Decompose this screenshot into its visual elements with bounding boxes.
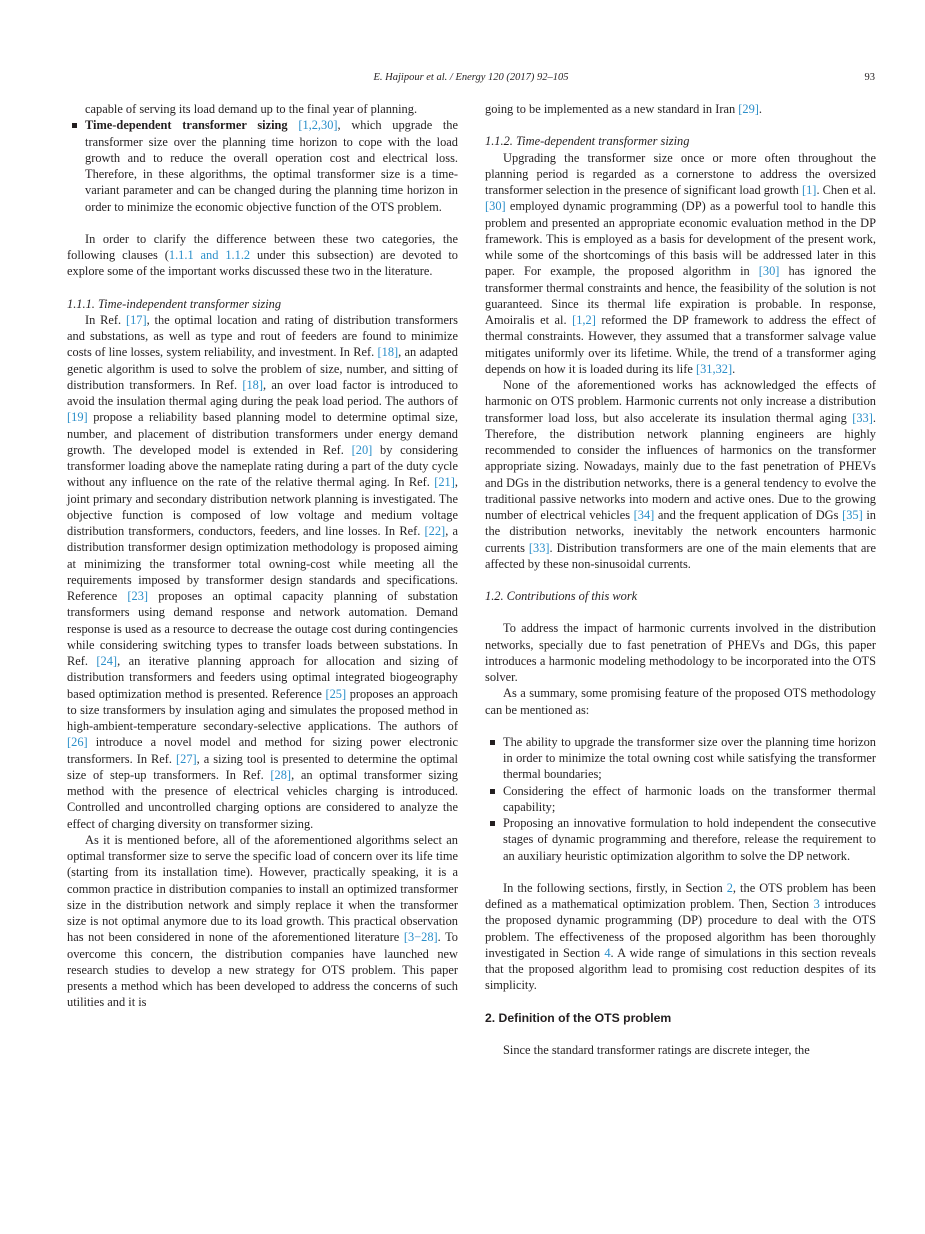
citation-link[interactable]: [31,32]: [695, 361, 733, 376]
left-column: [67, 101, 458, 1011]
paragraph-since: Since the standard transformer ratings are discrete integer, the: [503, 1042, 810, 1057]
bullet-text: , which upgrade the transformer size over the planning time horizon to cope with the load growth and to reduce the overall operation cost and electrical loss. Therefore, in these algorithms, the optimal transformer size is a time-variant parameter and can be changed during the planning time horizon in order to minimize the economic objective function of the OTS problem.: [85, 118, 459, 214]
citation-link[interactable]: [30]: [485, 199, 506, 214]
paragraph-continuation: going to be implemented as a new standard in Iran [29].: [485, 102, 763, 116]
right-column: [485, 101, 876, 1058]
citation-link[interactable]: [30]: [758, 264, 780, 279]
citation-link[interactable]: [28]: [270, 767, 292, 782]
citation-link[interactable]: [26]: [67, 735, 88, 750]
citation-link[interactable]: [25]: [325, 686, 347, 701]
citation-link[interactable]: [24]: [96, 654, 118, 668]
citation-link[interactable]: [17]: [125, 312, 147, 327]
paragraph-harmonics: None of the aforementioned works has acknowledged the effects of harmonic on OTS problem. Harmonic currents not only increase a distribution transformer load loss, but also accelerate its insulation thermal aging [33]. Therefore, the distribution network planning engineers are highly recommended to consider the influences of harmonics on the transformer appropriate sizing. Nowadays, mainly due to the fast penetration of PHEVs and DGs in the distribution networks, there is a general tendency to evolve the traditional passive networks into modern and active ones. Due to the growing number of electrical vehicles [34] and the frequent application of DGs [35] in the distribution networks, inevitably the network encounters harmonic currents [33]. Distribution transformers are one of the main elements that are affected by these non-sinusoidal currents.: [485, 378, 876, 571]
section-link[interactable]: 2: [726, 880, 733, 895]
subsection-heading-1-1-2: 1.1.2. Time-dependent transformer sizing: [485, 134, 690, 149]
paragraph-time-independent: In Ref. [17], the optimal location and rating of distribution transformers and substations, as well as type and rout of feeders are found to minimize costs of line losses, system reliability, and investment. In Ref. [18], an adapted genetic algorithm is used to solve the problem of size, number, and sitting of distribution transformers. In Ref. [18], an over load factor is introduced to avoid the insulation thermal aging during the peak load period. The authors of [19] propose a reliability based planning model to determine optimal size, number, and placement of distribution transformers under energy demand growth. The developed model is extended in Ref. [20] by considering transformer loading above the nameplate rating during a part of the duty cycle without any influence on the rate of the relative thermal aging. In Ref. [21], joint primary and secondary distribution network planning is investigated. The objective function is composed of low voltage and medium voltage distribution transformers, conductors, feeders, and line losses. In Ref. [22], a distribution transformer design optimization methodology is proposed aiming at minimizing the transformer total owning-cost while meeting all the requirements imposed by transformer design standards and specifications. Reference [23] proposes an optimal capacity planning of substation transformers using demand response and network automation. Demand response is used as a resource to decrease the outage cost during contingencies while considering switching types to transfer loads between substations. In Ref. [24], an iterative planning approach for allocation and sizing of distribution transformers and feeders using optimal integrated biogeography based optimization method is presented. Reference [25] proposes an approach to size transformers by insulation aging and simulates the proposed method in high-ambient-temperature secondary-selective applications. The authors of [26] introduce a novel model and method for sizing power electronic transformers. In Ref. [27], a sizing tool is presented to determine the optimal size of step-up transformers. In Ref. [28], an optimal transformer sizing method with the presence of electrical vehicles charging is introduced. Controlled and uncontrolled charging options are considered to analyze the effect of charging diversity on transformer sizing.: [67, 312, 459, 831]
running-header: [67, 72, 875, 88]
bullet-square-icon: [490, 789, 495, 794]
list-item: [67, 117, 458, 215]
citation-link[interactable]: [1,2,30]: [298, 118, 338, 133]
citation-link[interactable]: [27]: [176, 751, 197, 766]
page-number: 93: [864, 72, 875, 83]
category-list: [67, 117, 458, 215]
list-item: The ability to upgrade the transformer size over the planning time horizon in order to minimize the total owning cost while satisfying the transformer thermal boundaries;: [485, 734, 876, 783]
list-item: Considering the effect of harmonic loads on the transformer thermal capability;: [485, 783, 876, 816]
bullet-square-icon: [490, 740, 495, 745]
citation-link[interactable]: [20]: [351, 442, 373, 457]
bullet-square-icon: [490, 821, 495, 826]
section-link[interactable]: 1.1.1 and 1.1.2: [168, 248, 251, 262]
paragraph-following: In the following sections, firstly, in Section 2, the OTS problem has been defined as a mathematical optimization problem. Then, Section 3 introduces the proposed dynamic programming (DP) procedure to deal with the OTS problem. The effectiveness of the proposed algorithm has been thoroughly investigated in Section 4. A wide range of simulations in this section reveals that the proposed algorithm lead to promising cost reduction despites of its simplicity.: [485, 880, 876, 993]
citation-link[interactable]: [23]: [127, 589, 149, 603]
contributions-list: [485, 734, 876, 864]
citation-link[interactable]: [1]: [801, 183, 817, 197]
citation-link[interactable]: [18]: [377, 345, 399, 360]
bullet-square-icon: [72, 123, 77, 128]
subsection-heading-1-2: 1.2. Contributions of this work: [485, 589, 638, 603]
bullet-title: Time-dependent transformer sizing: [85, 118, 288, 133]
citation-link[interactable]: [33]: [852, 410, 873, 425]
citation-link[interactable]: [21]: [434, 475, 455, 490]
section-heading-2: 2. Definition of the OTS problem: [485, 1010, 672, 1025]
subsection-heading-1-1-1: 1.1.1. Time-independent transformer sizing: [67, 296, 282, 311]
list-item: Proposing an innovative formulation to hold independent the consecutive stages of dynamic programming and therefore, release the requirement to an auxiliary heuristic optimization algorithm to solve the DP network.: [485, 815, 876, 864]
citation-link[interactable]: [29]: [738, 102, 759, 116]
citation-link[interactable]: [22]: [424, 524, 446, 538]
paragraph-address: To address the impact of harmonic currents involved in the distribution networks, specially due to fast penetration of PHEVs and DGs, this paper introduces a harmonic modeling methodology to be incorporated into the OTS solver.: [485, 621, 876, 684]
running-title: E. Hajipour et al. / Energy 120 (2017) 92–105: [373, 72, 569, 83]
paragraph-as-mentioned: As it is mentioned before, all of the aforementioned algorithms select an optimal transformer size to serve the specific load of concern over its life time (starting from its installation time). However, practically speaking, it is a common practice in distribution companies to install an optimized transformer size in the distribution network and simply replace it when the transformer size is not optimal anymore due to its load growth. This practical observation has not been considered in none of the aforementioned literature [3−28]. To overcome this concern, the distribution companies have launched new research studies to develop a new strategy for OTS problem. This paper presents a method which has been developed to address the concerns of such utilities and it is: [67, 832, 458, 1010]
paragraph-summary: As a summary, some promising feature of the proposed OTS methodology can be mentioned as:: [485, 686, 876, 717]
section-link[interactable]: 4: [604, 945, 611, 960]
citation-link[interactable]: [33]: [528, 540, 550, 555]
paragraph-time-dependent: Upgrading the transformer size once or more often throughout the planning period is regarded as a cornerstone to address the oversized transformer selection in the presence of significant load growth [1]. Chen et al. [30] employed dynamic programming (DP) as a powerful tool to handle this problem and presented an appropriate economic evaluation method in the DP framework. This is employed as a basis for development of the present work, while some of the shortcomings of this basis will be addressed later in this paper. For example, the proposed algorithm in [30] has ignored the transformer thermal constraints and hence, the feasibility of the solution is not guaranteed. Since its thermal life expiration is probable. In response, Amoiralis et al. [1,2] reformed the DP framework to address the effect of thermal constraints. However, they assumed that a transformer salvage value mitigates uniformly over its lifetime. While, the trend of a transformer aging depends on how it is loaded during its life [31,32].: [485, 150, 876, 376]
section-link[interactable]: 3: [813, 897, 820, 911]
citation-link[interactable]: [34]: [633, 508, 655, 522]
paragraph-clarify: In order to clarify the difference between these two categories, the following clauses (1.1.1 and 1.1.2 under this subsection) are devoted to explore some of the important works discussed these two in the literature.: [67, 231, 458, 279]
citation-link[interactable]: [19]: [67, 410, 88, 425]
citation-link[interactable]: [35]: [842, 508, 863, 522]
citation-link[interactable]: [1,2]: [572, 313, 596, 327]
bullet-continuation: capable of serving its load demand up to the final year of planning.: [85, 102, 418, 116]
citation-link[interactable]: [3−28]: [403, 930, 438, 945]
citation-link[interactable]: [18]: [242, 377, 263, 392]
